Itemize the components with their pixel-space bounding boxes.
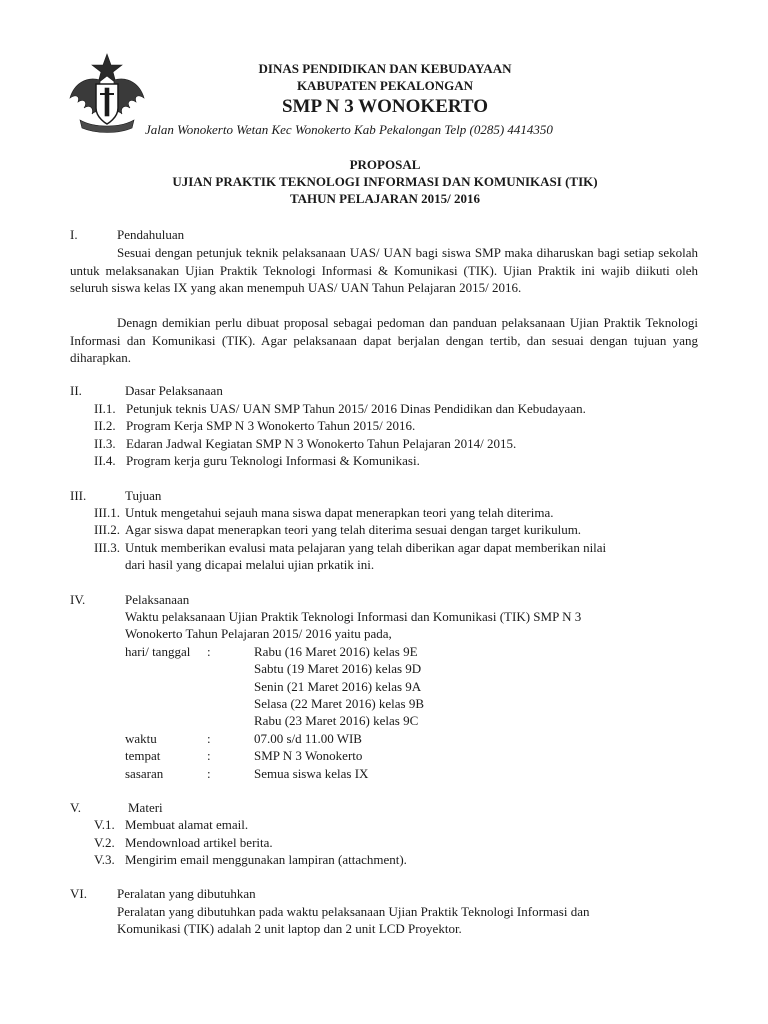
title-line-1: PROPOSAL <box>349 157 421 172</box>
place-label: tempat <box>125 748 161 763</box>
target-label: sasaran <box>125 766 164 781</box>
item-number: II.1. <box>94 401 116 416</box>
section-title: Pelaksanaan <box>125 592 190 607</box>
section-number: V. <box>70 800 81 815</box>
section-title: Tujuan <box>125 488 162 503</box>
item-text: Petunjuk teknis UAS/ UAN SMP Tahun 2015/ 2016 Dinas Pendidikan dan Kebudayaan. <box>126 401 586 416</box>
list-item-continuation: dari hasil yang dicapai melalui ujian prkatik ini. <box>125 557 375 572</box>
schedule-intro-line-1: Waktu pelaksanaan Ujian Praktik Teknologi Informasi dan Komunikasi (TIK) SMP N 3 <box>125 609 582 624</box>
section-title: Peralatan yang dibutuhkan <box>117 886 256 901</box>
section-number: I. <box>70 227 78 242</box>
list-item <box>94 540 606 556</box>
section-5-heading <box>70 800 163 816</box>
item-text: Edaran Jadwal Kegiatan SMP N 3 Wonokerto Tahun Pelajaran 2014/ 2015. <box>126 436 517 451</box>
school-address: Jalan Wonokerto Wetan Kec Wonokerto Kab Pekalongan Telp (0285) 4414350 <box>145 122 553 137</box>
colon: : <box>207 748 211 763</box>
section-number: III. <box>70 488 87 503</box>
colon: : <box>207 766 211 781</box>
schedule-date: Senin (21 Maret 2016) kelas 9A <box>254 679 422 694</box>
section-number: VI. <box>70 886 87 901</box>
item-number: II.3. <box>94 436 116 451</box>
list-item <box>94 835 273 851</box>
item-text: Agar siswa dapat menerapkan teori yang telah diterima sesuai dengan target kurikulum. <box>125 522 582 537</box>
list-item <box>94 852 407 868</box>
section-1-paragraph-1: Sesuai dengan petunjuk teknik pelaksanaan UAS/ UAN bagi siswa SMP maka diharuskan bagi setiap sekolah untuk melaksanakan Ujian Praktik Teknologi Informasi & Komunikasi (TIK). Ujian Praktik ini wajib diikuti oleh seluruh siswa kelas IX yang akan menempuh UAS/ UAN Tahun Pelajaran 2015/ 2016. <box>70 245 698 295</box>
list-item <box>94 522 581 538</box>
agency-name: DINAS PENDIDIKAN DAN KEBUDAYAAN <box>258 61 512 76</box>
letterhead <box>150 60 620 119</box>
section-number: II. <box>70 383 82 398</box>
list-item <box>94 505 554 521</box>
item-text: Program Kerja SMP N 3 Wonokerto Tahun 2015/ 2016. <box>126 418 416 433</box>
time-label: waktu <box>125 731 157 746</box>
target-value: Semua siswa kelas IX <box>254 766 369 781</box>
item-text: Mengirim email menggunakan lampiran (attachment). <box>125 852 407 867</box>
item-number: III.3. <box>94 540 120 555</box>
section-number: IV. <box>70 592 86 607</box>
school-name: SMP N 3 WONOKERTO <box>281 96 489 117</box>
equipment-line-1: Peralatan yang dibutuhkan pada waktu pelaksanaan Ujian Praktik Teknologi Informasi dan <box>117 904 590 919</box>
section-6-heading <box>70 886 256 902</box>
section-1-heading <box>70 227 184 243</box>
section-1-paragraph-2: Denagn demikian perlu dibuat proposal sebagai pedoman dan panduan pelaksanaan Ujian Praktik Teknologi Informasi dan Komunikasi (TIK). Agar pelaksanaan dapat berjalan dengan tertib, dan sesuai dengan tujuan yang diharapkan. <box>70 315 698 365</box>
document-title <box>90 156 680 207</box>
colon: : <box>207 731 211 746</box>
list-item <box>94 436 516 452</box>
item-text: Program kerja guru Teknologi Informasi & Komunikasi. <box>126 453 420 468</box>
item-number: III.2. <box>94 522 120 537</box>
section-title: Pendahuluan <box>117 227 185 242</box>
list-item <box>94 401 586 417</box>
section-4-heading <box>70 592 189 608</box>
item-text: Untuk mengetahui sejauh mana siswa dapat menerapkan teori yang telah diterima. <box>125 505 554 520</box>
item-text: Mendownload artikel berita. <box>125 835 273 850</box>
title-line-3: TAHUN PELAJARAN 2015/ 2016 <box>289 191 481 206</box>
time-value: 07.00 s/d 11.00 WIB <box>254 731 362 746</box>
list-item <box>94 418 415 434</box>
colon: : <box>207 644 211 659</box>
item-number: II.2. <box>94 418 116 433</box>
schedule-date: Rabu (23 Maret 2016) kelas 9C <box>254 713 419 728</box>
schedule-intro-line-2: Wonokerto Tahun Pelajaran 2015/ 2016 yaitu pada, <box>125 626 392 641</box>
item-text: Untuk memberikan evalusi mata pelajaran yang telah diberikan agar dapat memberikan nilai <box>125 540 607 555</box>
title-line-2: UJIAN PRAKTIK TEKNOLOGI INFORMASI DAN KOMUNIKASI (TIK) <box>172 174 598 189</box>
section-title: Materi <box>128 800 163 815</box>
item-number: V.3. <box>94 852 115 867</box>
item-number: V.2. <box>94 835 115 850</box>
place-value: SMP N 3 Wonokerto <box>254 748 363 763</box>
item-number: III.1. <box>94 505 120 520</box>
section-title: Dasar Pelaksanaan <box>125 383 223 398</box>
list-item <box>94 453 420 469</box>
day-date-label: hari/ tanggal <box>125 644 191 659</box>
item-number: II.4. <box>94 453 116 468</box>
regency-name: KABUPATEN PEKALONGAN <box>296 78 474 93</box>
item-text: Membuat alamat email. <box>125 817 249 832</box>
regency-emblem-logo <box>66 50 148 136</box>
schedule-date: Rabu (16 Maret 2016) kelas 9E <box>254 644 418 659</box>
list-item <box>94 817 248 833</box>
schedule-date: Selasa (22 Maret 2016) kelas 9B <box>254 696 425 711</box>
equipment-line-2: Komunikasi (TIK) adalah 2 unit laptop dan 2 unit LCD Proyektor. <box>117 921 462 936</box>
schedule-date: Sabtu (19 Maret 2016) kelas 9D <box>254 661 422 676</box>
section-3-heading <box>70 488 161 504</box>
section-2-heading <box>70 383 223 399</box>
item-number: V.1. <box>94 817 115 832</box>
